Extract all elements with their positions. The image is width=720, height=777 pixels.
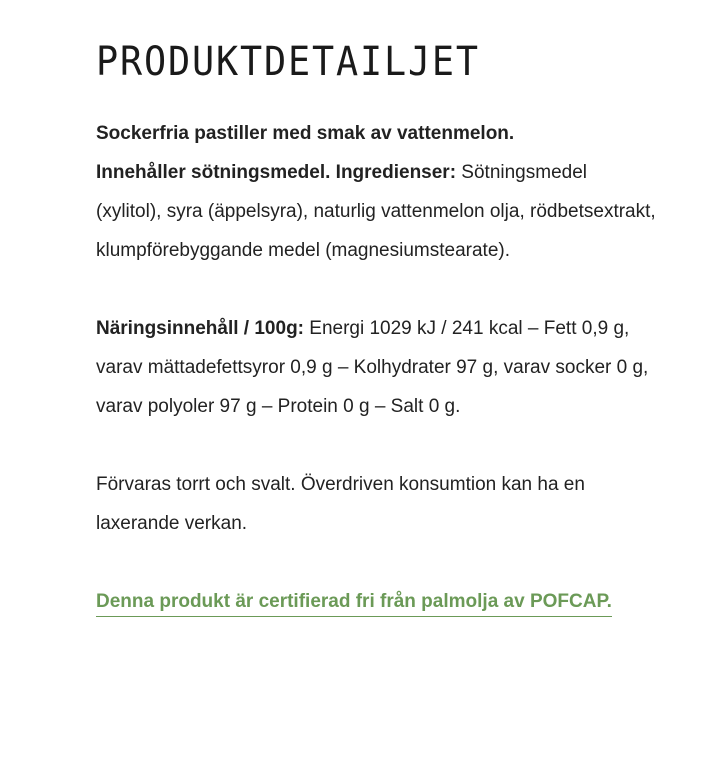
nutrition-text: Energi 1029 kJ / 241 kcal – Fett 0,9 g, varav mättadefettsyror 0,9 g – Kolhydrater 97 g, varav socker 0 g, varav polyoler 97 g – Protein 0 g – Salt 0 g.: [96, 318, 649, 417]
spacer: [96, 543, 656, 582]
product-details: [96, 36, 656, 621]
nutrition-info: [96, 309, 656, 426]
nutrition-label: Näringsinnehåll / 100g:: [96, 318, 304, 339]
storage-info: Förvaras torrt och svalt. Överdriven konsumtion kan ha en laxerande verkan.: [96, 474, 585, 534]
ingredients-text: Sötningsmedel (xylitol), syra (äppelsyra), naturlig vattenmelon olja, rödbetsextrakt, klumpförebyggande medel (magnesiumstearate).: [96, 162, 656, 261]
ingredients-label: Innehåller sötningsmedel. Ingredienser:: [96, 162, 457, 183]
section-heading: PRODUKTDETAILJET: [96, 39, 480, 85]
product-summary: Sockerfria pastiller med smak av vattenmelon.: [96, 123, 515, 144]
product-description: [96, 114, 656, 270]
spacer: [96, 270, 656, 309]
certification-link[interactable]: Denna produkt är certifierad fri från palmolja av POFCAP.: [96, 591, 612, 617]
certification-notice: [96, 582, 656, 621]
spacer: [96, 426, 656, 465]
